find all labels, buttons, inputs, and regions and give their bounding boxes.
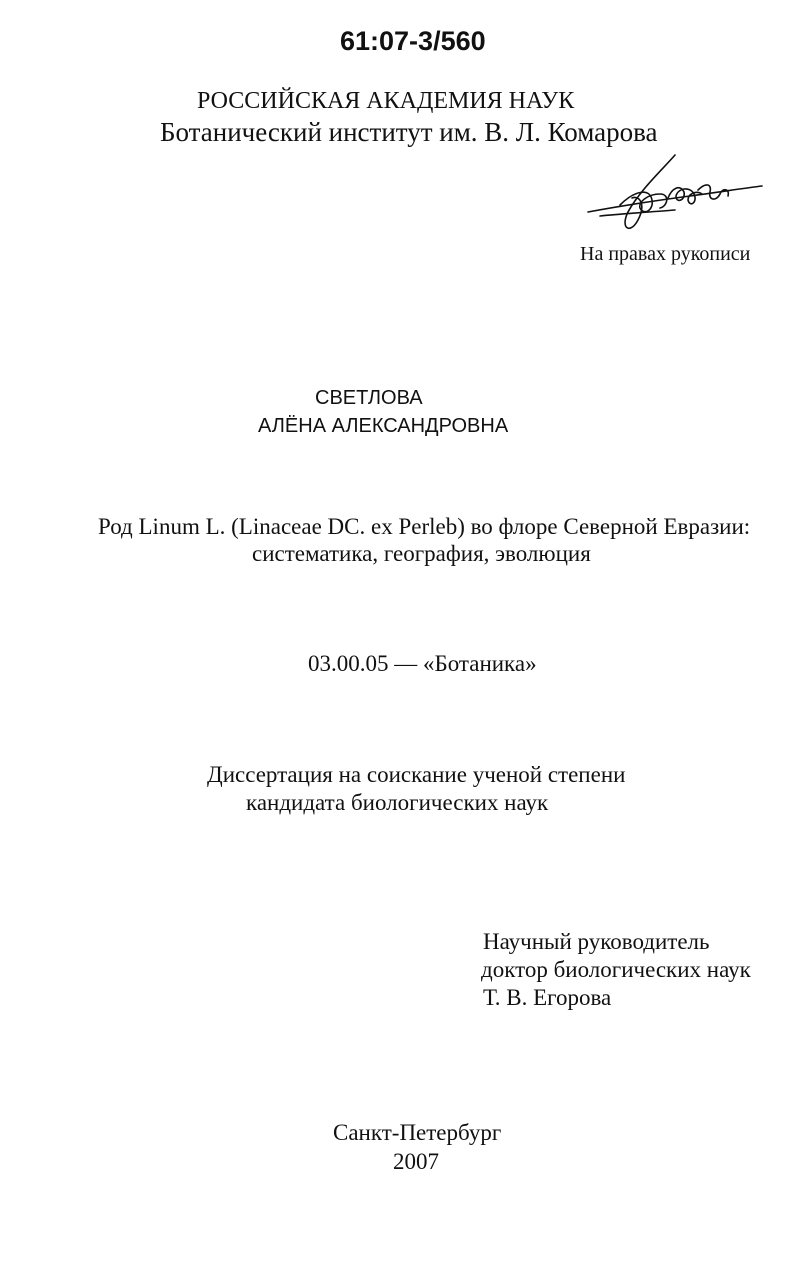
- signature-stroke: [600, 210, 675, 216]
- author-surname: СВЕТЛОВА: [315, 387, 423, 409]
- dissertation-line2: кандидата биологических наук: [246, 790, 549, 815]
- supervisor-name: Т. В. Егорова: [483, 985, 612, 1010]
- year: 2007: [393, 1149, 439, 1174]
- specialty-code: 03.00.05 — «Ботаника»: [308, 651, 537, 676]
- signature: [580, 150, 770, 245]
- signature-stroke: [588, 186, 762, 212]
- dissertation-line1: Диссертация на соискание ученой степени: [207, 762, 626, 787]
- thesis-title-line2: систематика, география, эволюция: [252, 541, 591, 566]
- thesis-title-line1: Род Linum L. (Linaceae DC. ex Perleb) во флоре Северной Евразии:: [98, 514, 751, 539]
- manuscript-note: На правах рукописи: [580, 243, 751, 265]
- supervisor-degree: доктор биологических наук: [481, 957, 751, 982]
- supervisor-role: Научный руководитель: [483, 929, 710, 954]
- signature-stroke: [625, 155, 675, 228]
- author-given-names: АЛЁНА АЛЕКСАНДРОВНА: [258, 415, 509, 437]
- institute-name: Ботанический институт им. В. Л. Комарова: [160, 117, 658, 147]
- city: Санкт-Петербург: [333, 1120, 502, 1145]
- catalog-code: 61:07-3/560: [340, 26, 486, 56]
- academy-name: РОССИЙСКАЯ АКАДЕМИЯ НАУК: [197, 88, 575, 114]
